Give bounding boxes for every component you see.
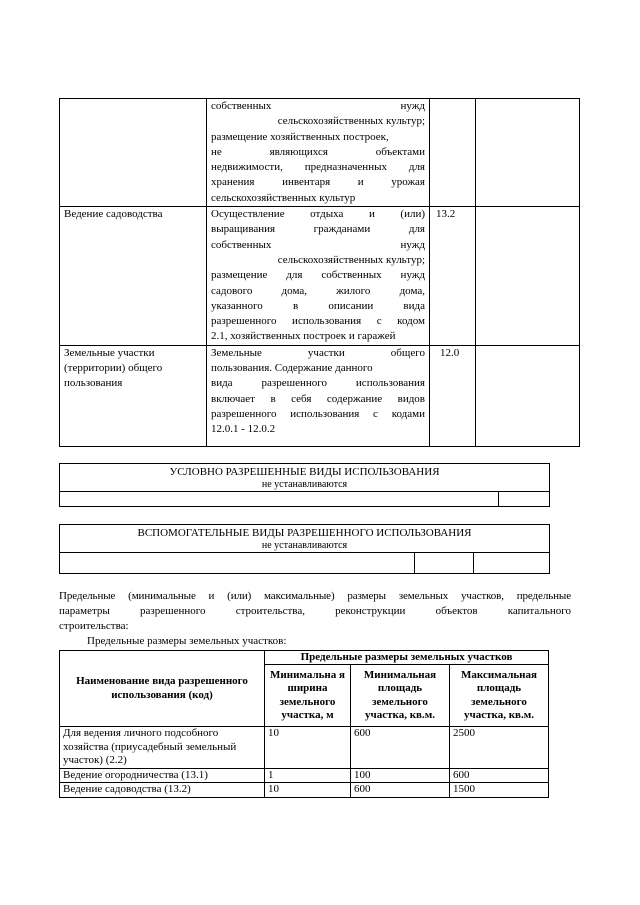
use-name-cell: Ведение садоводства: [60, 207, 207, 346]
use-code-cell: 13.2: [430, 207, 476, 346]
limits-paragraph: [59, 589, 571, 649]
description-line: выращивания гражданами для: [211, 223, 425, 236]
table-header-row: [60, 651, 549, 665]
description-line: сельскохозяйственных культур;: [277, 115, 425, 128]
paragraph-line: Предельные (минимальные и (или) максимальные) размеры земельных участков, предельные: [59, 590, 571, 602]
min-width-cell: 10: [265, 783, 351, 798]
conditional-uses-box: [59, 463, 550, 507]
min-width-header: Минимальна я ширина земельного участка, м: [265, 665, 351, 727]
description-line: сельскохозяйственных культур;: [277, 253, 425, 266]
land-use-table: [59, 98, 580, 447]
description-line: пользования. Содержание данного: [211, 362, 373, 375]
use-code-cell: [430, 99, 476, 207]
size-limits-group-header: Предельные размеры земельных участков: [265, 651, 549, 665]
empty-cell: [60, 553, 415, 573]
conditional-uses-title: УСЛОВНО РАЗРЕШЕННЫЕ ВИДЫ ИСПОЛЬЗОВАНИЯ: [169, 466, 440, 478]
min-width-cell: 10: [265, 727, 351, 769]
description-line: собственных нужд: [211, 100, 425, 112]
max-area-cell: 1500: [450, 783, 549, 798]
auxiliary-uses-box: [59, 524, 550, 574]
conditional-uses-empty-row: [60, 491, 549, 506]
auxiliary-uses-title: ВСПОМОГАТЕЛЬНЫЕ ВИДЫ РАЗРЕШЕННОГО ИСПОЛЬЗОВАНИЯ: [137, 527, 472, 539]
empty-cell: [474, 553, 549, 573]
description-line: размещение хозяйственных построек,: [211, 130, 389, 143]
description-line: включает в себя содержание видов: [211, 392, 425, 405]
table-row: [60, 727, 549, 769]
description-line: сельскохозяйственных культур: [211, 191, 356, 204]
use-description-cell: [207, 99, 430, 207]
use-name-cell: [60, 99, 207, 207]
table-row: [60, 207, 580, 346]
max-area-cell: 2500: [450, 727, 549, 769]
use-name-header: Наименование вида разрешенного использования (код): [60, 651, 265, 727]
paragraph-line: строительства:: [59, 620, 129, 632]
description-line: Осуществление отдыха и (или): [211, 208, 425, 221]
table-row: [60, 768, 549, 783]
description-line: 12.0.1 - 12.0.2: [211, 423, 276, 436]
empty-cell: [476, 99, 580, 207]
min-width-cell: 1: [265, 768, 351, 783]
use-name-cell: Ведение садоводства (13.2): [60, 783, 265, 798]
empty-cell: [476, 345, 580, 446]
paragraph-subheading: Предельные размеры земельных участков:: [87, 635, 287, 647]
description-line: недвижимости, предназначенных для: [211, 161, 425, 174]
min-area-cell: 600: [351, 727, 450, 769]
use-description-cell: [207, 345, 430, 446]
min-area-cell: 600: [351, 783, 450, 798]
description-line: указанного в описании вида: [211, 299, 425, 312]
description-line: вида разрешенного использования: [211, 377, 425, 390]
empty-cell: [60, 492, 499, 506]
description-line: 2.1, хозяйственных построек и гаражей: [211, 330, 396, 343]
description-line: хранения инвентаря и урожая: [211, 176, 425, 189]
use-name-cell: Для ведения личного подсобного хозяйства (приусадебный земельный участок) (2.2): [60, 727, 265, 769]
plot-size-table: [59, 650, 549, 798]
description-line: собственных нужд: [211, 238, 425, 251]
max-area-header: Максимальная площадь земельного участка, кв.м.: [450, 665, 549, 727]
description-line: разрешенного использования с кодом: [211, 315, 425, 328]
empty-cell: [499, 492, 549, 506]
description-line: Земельные участки общего: [211, 346, 425, 359]
description-line: садового дома, жилого дома,: [211, 284, 425, 297]
table-row: [60, 783, 549, 798]
use-description-cell: [207, 207, 430, 346]
paragraph-line: параметры разрешенного строительства, реконструкции объектов капитального: [59, 605, 571, 617]
empty-cell: [415, 553, 474, 573]
empty-cell: [476, 207, 580, 346]
description-line: размещение для собственных нужд: [211, 269, 425, 282]
use-name-cell: Земельные участки (территории) общего пользования: [60, 345, 207, 446]
min-area-header: Минимальная площадь земельного участка, кв.м.: [351, 665, 450, 727]
use-code-cell: 12.0: [430, 345, 476, 446]
min-area-cell: 100: [351, 768, 450, 783]
conditional-uses-status: не устанавливаются: [261, 479, 348, 490]
auxiliary-uses-empty-row: [60, 552, 549, 573]
table-row: [60, 99, 580, 207]
description-line: разрешенного использования с кодами: [211, 407, 425, 420]
max-area-cell: 600: [450, 768, 549, 783]
auxiliary-uses-status: не устанавливаются: [261, 540, 348, 551]
use-name-cell: Ведение огородничества (13.1): [60, 768, 265, 783]
description-line: не являющихся объектами: [211, 145, 425, 158]
table-row: [60, 345, 580, 446]
